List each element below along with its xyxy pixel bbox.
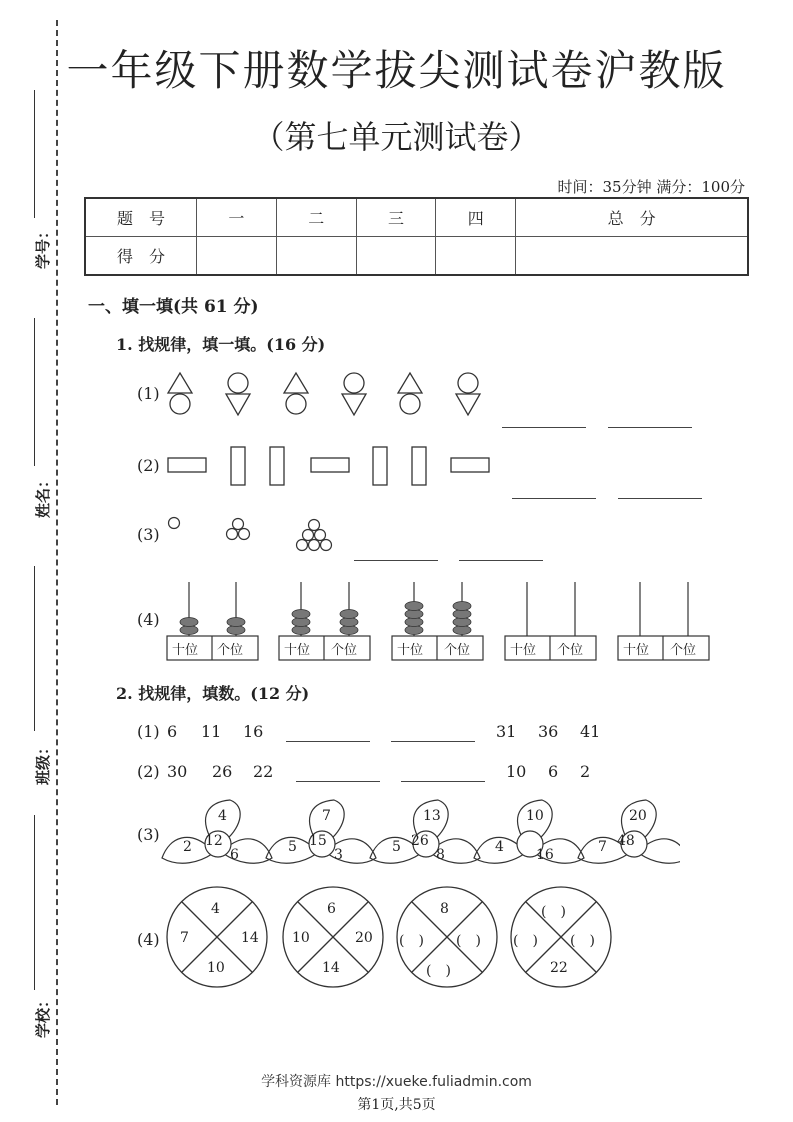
circle-1-right: 14	[241, 930, 259, 946]
school-label: 学校：	[34, 992, 53, 1039]
q1-4-label: (4)	[137, 610, 160, 629]
section-1-title: 一、填一填(共 61 分)	[88, 297, 259, 317]
circle-3-left[interactable]: ( )	[399, 933, 424, 949]
score-header-cell: 题 号	[85, 198, 197, 237]
q2-2-label: (2)	[137, 762, 160, 781]
abacus-tens-label: 十位	[397, 643, 424, 658]
q1-1-shape-sequence	[160, 370, 500, 420]
q2-2-number: 22	[253, 762, 274, 781]
q1-1-blank-1[interactable]	[502, 427, 586, 428]
score-table-header-row	[85, 198, 748, 237]
flower-3-right: 8	[436, 847, 445, 863]
q2-1-number: 16	[243, 722, 264, 741]
q1-1-label: (1)	[137, 384, 160, 403]
flower-1-left: 2	[183, 839, 192, 855]
q2-3-label: (3)	[137, 825, 160, 844]
flower-4-left: 4	[495, 839, 504, 855]
circle-2-left: 10	[292, 930, 310, 946]
score-cell[interactable]	[276, 237, 356, 276]
abacus-tens-label: 十位	[172, 643, 199, 658]
q2-2-blank-1[interactable]	[296, 781, 380, 782]
flower-5-left: 7	[598, 839, 607, 855]
flower-2-top: 7	[322, 808, 331, 824]
abacus-tens-label: 十位	[510, 643, 537, 658]
school-rule	[34, 815, 35, 990]
page-title: 一年级下册数学拔尖测试卷沪教版	[66, 46, 727, 95]
question-1-title: 1. 找规律，填一填。(16 分)	[116, 335, 326, 354]
class-rule	[34, 566, 35, 731]
flower-1-center: 12	[205, 833, 223, 849]
q1-3-circle-pattern	[164, 513, 344, 555]
q1-2-blank-2[interactable]	[618, 498, 702, 499]
class-label: 班级：	[34, 739, 53, 786]
abacus-ones-label: 个位	[557, 643, 584, 658]
flower-4-right: 16	[536, 847, 554, 863]
q2-1-number: 11	[201, 722, 222, 741]
flower-2-left: 5	[288, 839, 297, 855]
score-header-cell: 三	[356, 198, 436, 237]
score-header-cell: 总 分	[516, 198, 748, 237]
circle-2-right: 20	[355, 930, 373, 946]
circle-2-top: 6	[327, 901, 336, 917]
flower-2-right: 3	[334, 847, 343, 863]
score-cell[interactable]	[436, 237, 516, 276]
circle-4-bottom: 22	[550, 960, 568, 976]
circle-4-left[interactable]: ( )	[513, 933, 538, 949]
score-header-cell: 二	[276, 198, 356, 237]
flower-1-right: 6	[230, 847, 239, 863]
abacus-tens-label: 十位	[623, 643, 650, 658]
abacus-ones-label: 个位	[444, 643, 471, 658]
q2-1-number: 31	[496, 722, 517, 741]
q2-1-number: 36	[538, 722, 559, 741]
q2-2-number: 2	[580, 762, 591, 781]
flower-2-center: 15	[309, 833, 327, 849]
q1-3-label: (3)	[137, 525, 160, 544]
student-id-label: 学号：	[34, 223, 53, 270]
circle-1-bottom: 10	[207, 960, 225, 976]
score-cell[interactable]	[197, 237, 277, 276]
score-header-cell: 四	[436, 198, 516, 237]
abacus-ones-label: 个位	[670, 643, 697, 658]
score-cell[interactable]	[516, 237, 748, 276]
q1-3-blank-1[interactable]	[354, 560, 438, 561]
q2-4-label: (4)	[137, 930, 160, 949]
score-header-cell: 一	[197, 198, 277, 237]
name-rule	[34, 318, 35, 466]
circle-3-right[interactable]: ( )	[456, 933, 481, 949]
circle-2-bottom: 14	[322, 960, 340, 976]
score-table-score-row	[85, 237, 748, 276]
q1-1-blank-2[interactable]	[608, 427, 692, 428]
page-subtitle: （第七单元测试卷）	[252, 118, 541, 156]
q2-1-blank-1[interactable]	[286, 741, 370, 742]
time-score-info: 时间：35分钟 满分：100分	[557, 178, 745, 196]
footer-page-number: 第1页,共5页	[357, 1097, 436, 1113]
question-2-title: 2. 找规律，填数。(12 分)	[116, 684, 310, 703]
circle-1-left: 7	[180, 930, 189, 946]
binding-dashed-line	[56, 20, 58, 1105]
flower-5-center: 48	[617, 833, 635, 849]
q1-3-blank-2[interactable]	[459, 560, 543, 561]
flower-3-center: 26	[411, 833, 429, 849]
circle-4-top[interactable]: ( )	[541, 904, 566, 920]
abacus-ones-label: 个位	[217, 643, 244, 658]
circle-4-right[interactable]: ( )	[570, 933, 595, 949]
footer-site: 学科资源库 https://xueke.fuliadmin.com	[261, 1074, 532, 1090]
name-label: 姓名：	[34, 472, 53, 519]
q2-2-number: 10	[506, 762, 527, 781]
flower-5-top: 20	[629, 808, 647, 824]
q2-1-number: 6	[167, 722, 178, 741]
abacus-ones-label: 个位	[331, 643, 358, 658]
circle-3-bottom[interactable]: ( )	[426, 963, 451, 979]
circle-1-top: 4	[211, 901, 220, 917]
abacus-tens-label: 十位	[284, 643, 311, 658]
flower-4-top: 10	[526, 808, 544, 824]
score-row-label: 得 分	[85, 237, 197, 276]
q2-1-number: 41	[580, 722, 601, 741]
q2-1-blank-2[interactable]	[391, 741, 475, 742]
q2-1-label: (1)	[137, 722, 160, 741]
flower-1-top: 4	[218, 808, 227, 824]
q2-2-blank-2[interactable]	[401, 781, 485, 782]
q2-2-number: 6	[548, 762, 559, 781]
q2-2-number: 26	[212, 762, 233, 781]
score-table	[84, 197, 749, 276]
q2-2-number: 30	[167, 762, 188, 781]
q1-2-label: (2)	[137, 456, 160, 475]
flower-3-left: 5	[392, 839, 401, 855]
q1-2-blank-1[interactable]	[512, 498, 596, 499]
circle-3-top: 8	[440, 901, 449, 917]
score-cell[interactable]	[356, 237, 436, 276]
q1-2-rectangle-sequence	[165, 444, 495, 489]
flower-3-top: 13	[423, 808, 441, 824]
